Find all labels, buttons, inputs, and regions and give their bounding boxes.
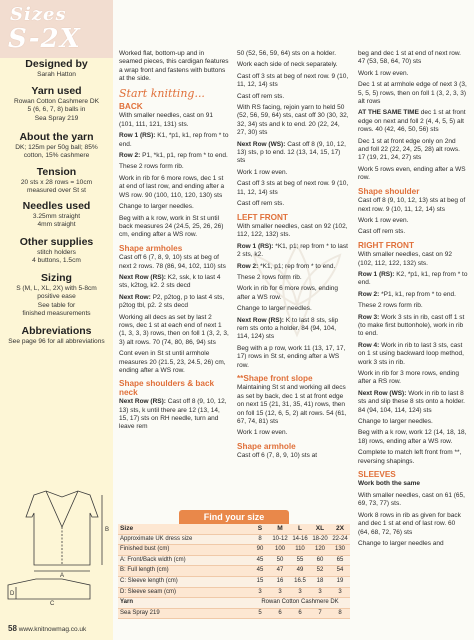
- pattern-step: Next Row (WS): Work in rib to last 8 sts and slip these 8 sts onto a holder. 84 (94, 104, 114, 124) sts: [358, 389, 465, 414]
- table-row: [118, 576, 350, 587]
- garment-schematic: [6, 487, 116, 607]
- sidebar-block: [0, 236, 113, 266]
- table-cell: D: Sleeve seam (cm): [118, 587, 250, 598]
- table-cell: 65: [330, 555, 350, 566]
- table-cell: 52: [310, 566, 330, 577]
- sidebar-heading: Other supplies: [19, 236, 94, 248]
- table-cell: S: [250, 524, 270, 534]
- schem-label-c: C: [50, 601, 55, 607]
- sidebar-text: stitch holders: [37, 249, 76, 256]
- table-cell: 6: [290, 608, 310, 619]
- column-1: [119, 50, 229, 435]
- table-cell: 19: [330, 576, 350, 587]
- website: www.knitnowmag.co.uk: [18, 626, 87, 633]
- sidebar-text: measured over St st: [26, 187, 86, 195]
- sidebar-heading: Needles used: [22, 200, 91, 212]
- armhole-steps: [119, 254, 229, 375]
- pattern-step: Next Row (RS): K2, ssk, k to last 4 sts, k2tog, k2. 2 sts decd: [119, 273, 221, 290]
- table-cell: 14-16: [290, 534, 310, 545]
- table-cell: XL: [310, 524, 330, 534]
- sidebar-heading: Sizing: [41, 272, 72, 284]
- pattern-step: Row 2: *P1, k1, rep from * to end.: [358, 290, 456, 298]
- pattern-step: Next Row: P2, p2tog, p to last 4 sts, p2tog tbl, p2. 2 sts decd: [119, 293, 225, 310]
- pattern-step: Cast off 3 sts at beg of next row. 9 (10, 11, 12, 14) sts: [237, 72, 349, 89]
- pattern-step: Row 1 (RS): *K1, p1; rep from * to last 2 sts, k2.: [237, 242, 348, 259]
- pattern-step: Row 1 (RS): K2, *p1, k1, rep from * to end.: [358, 270, 468, 287]
- left-front-steps: [237, 223, 349, 370]
- pattern-step: Row 4: Work in rib to last 3 sts, cast on 1 st using backward loop method, work 3 sts in rib.: [358, 341, 464, 366]
- sidebar-text: Sarah Hatton: [37, 71, 76, 78]
- table-cell: 22-24: [330, 534, 350, 545]
- table-cell: 3: [250, 587, 270, 598]
- table-cell: 45: [250, 566, 270, 577]
- pattern-step: Cast off 6 (7, 8, 9, 10) sts at: [237, 452, 318, 460]
- schem-label-b: B: [105, 527, 110, 533]
- table-cell: Approximate UK dress size: [118, 534, 250, 545]
- pattern-step: beg and dec 1 st at end of next row. 47 (53, 58, 64, 70) sts: [358, 50, 461, 66]
- pattern-step: With smaller needles, cast on 61 (65, 69, 73, 77) sts.: [358, 491, 465, 508]
- page-footer: [8, 624, 86, 633]
- table-cell: 10-12: [270, 534, 290, 545]
- table-cell: 18: [310, 576, 330, 587]
- schem-label-a: A: [60, 573, 65, 579]
- table-cell: B: Full length (cm): [118, 566, 250, 577]
- pattern-step: Cast off rem sts.: [237, 200, 285, 208]
- left-front-heading: LEFT FRONT: [237, 212, 288, 222]
- sizes-banner: [0, 0, 113, 58]
- pattern-step: Cast off rem sts.: [358, 228, 406, 236]
- pattern-step: Change to larger needles.: [237, 305, 312, 313]
- shape-armholes-heading: Shape armholes: [119, 243, 183, 253]
- table-cell: 55: [290, 555, 310, 566]
- pattern-step: With smaller needles, cast on 92 (102, 112, 122, 132) sts.: [358, 251, 452, 267]
- sleeves-heading: SLEEVES: [358, 470, 396, 480]
- intro-text: Worked flat, bottom-up and in seamed pieces, this cardigan features a wrap front and fastens with buttons at the side.: [119, 50, 229, 83]
- pattern-step: Row 3: Work 3 sts in rib, cast off 1 st (to make first buttonhole), work in rib to end.: [358, 313, 465, 338]
- pattern-step: Next Row (WS): Cast off 8 (9, 10, 12, 13) sts, p to end. 12 (13, 14, 15, 17) sts: [237, 140, 346, 165]
- pattern-step: These 2 rows form rib.: [237, 273, 302, 281]
- pattern-step: Beg with a p row, work 11 (13, 17, 17, 17) rows in St st, ending after a WS row.: [237, 344, 346, 369]
- pattern-step: Cast off 8 (9, 10, 12, 13) sts at beg of next row. 9 (10, 11, 12, 14) sts: [358, 197, 466, 213]
- sidebar-text: Sea Spray 219: [34, 114, 79, 122]
- pattern-step: Work 1 row even.: [237, 168, 288, 176]
- pattern-step: Working all decs as set by last 2 rows, dec 1 st at each end of next 1 (1, 3, 3, 3) rows, then on foll 1 (3, 2, 3, 3) alt rows. 70 (74, 80, 86, 94) sts: [119, 313, 229, 346]
- table-header-row: [118, 524, 350, 534]
- table-cell: 49: [290, 566, 310, 577]
- start-knitting-heading: Start knitting...: [119, 86, 205, 100]
- yarn-label: Yarn: [118, 598, 250, 609]
- pattern-step: Next Row (RS): Cast off 8 (9, 10, 12, 13) sts, k until there are 12 (13, 14, 15, 17) sts on RH needle, turn and leave rem: [119, 398, 227, 431]
- pattern-step: Work in rib for 6 more rows, ending after a WS row.: [237, 285, 339, 301]
- pattern-step: Cont even in St st until armhole measures 20 (21.5, 23, 24.5, 26) cm, ending after a WS row.: [119, 350, 226, 374]
- sizes-title: Sizes: [10, 4, 67, 25]
- sidebar-block: [0, 325, 113, 346]
- table-cell: 50: [270, 555, 290, 566]
- table-cell: 100: [270, 545, 290, 556]
- pattern-step: Work 1 row even.: [237, 429, 288, 437]
- table-cell: 5: [250, 608, 270, 619]
- sidebar-text: 4mm straight: [37, 221, 76, 229]
- table-cell: 6: [270, 608, 290, 619]
- sidebar-text: finished measurements: [22, 310, 91, 318]
- pattern-step: Beg with a k row, work in St st until back measures 24 (24.5, 25, 26, 26) cm, ending after a WS row.: [119, 214, 224, 239]
- table-cell: 54: [330, 566, 350, 577]
- table-row: [118, 545, 350, 556]
- size-table: [118, 510, 350, 619]
- pattern-step: Dec 1 st at front edge only on 2nd and foll 22 (22, 24, 25, 28) alt rows. 17 (19, 21, 24, 27) sts: [358, 137, 460, 162]
- pattern-step: Cast off 3 sts at beg of next row. 9 (10, 11, 12, 14) sts: [237, 180, 349, 196]
- table-cell: C: Sleeve length (cm): [118, 576, 250, 587]
- table-cell: 3: [270, 587, 290, 598]
- shape-shoulders-heading: Shape shoulders & back neck: [119, 379, 215, 397]
- sidebar-text: 4 buttons, 1.5cm: [32, 257, 81, 265]
- pattern-step: Work both the same: [358, 480, 421, 488]
- table-cell: 110: [290, 545, 310, 556]
- sidebar-text: S (M, L, XL, 2X) with 5-8cm: [16, 285, 97, 292]
- sidebar-heading: Yarn used: [31, 85, 82, 97]
- table-cell: 8: [250, 534, 270, 545]
- table-cell: 120: [310, 545, 330, 556]
- sidebar-text: Rowan Cotton Cashmere DK: [13, 98, 100, 105]
- sidebar-text: DK; 125m per 50g ball; 85%: [15, 144, 98, 151]
- table-row: [118, 555, 350, 566]
- sizes-range: S-2X: [8, 24, 81, 54]
- pattern-step: With smaller needles, cast on 91 (101, 111, 121, 131) sts.: [119, 112, 213, 128]
- pattern-step: Change to larger needles.: [119, 203, 194, 211]
- table-cell: M: [270, 524, 290, 534]
- pattern-step: 50 (52, 56, 59, 64) sts on a holder.: [237, 50, 337, 57]
- sidebar-block: [0, 200, 113, 230]
- armhole-left-steps: [237, 452, 349, 460]
- table-row: [118, 534, 350, 545]
- pattern-step: Row 2: *K1, p1; rep from * to end.: [237, 262, 336, 270]
- size-grid: [118, 524, 350, 619]
- sidebar-block: [0, 58, 113, 79]
- pattern-step: Complete to match left front from **, reversing shapings.: [358, 449, 462, 465]
- sidebar-heading: About the yarn: [19, 131, 94, 143]
- size-table-title: Find your size: [179, 510, 289, 524]
- sidebar-block: [0, 272, 113, 319]
- pattern-step: Beg with a k row, work 12 (14, 18, 18, 18) rows, ending after a WS row.: [358, 429, 467, 445]
- yarn-amount-row: [118, 608, 350, 619]
- pattern-step: Work each side of neck separately.: [237, 61, 338, 69]
- column-2: [237, 50, 349, 464]
- sidebar-text: cotton, 15% cashmere: [23, 152, 90, 160]
- sidebar-text: See page 96 for all abbreviations: [8, 338, 105, 345]
- table-cell: 15: [250, 576, 270, 587]
- pattern-step: Change to larger needles.: [358, 418, 433, 426]
- shoulder-steps: [119, 398, 229, 432]
- pattern-step: These 2 rows form rib.: [358, 302, 423, 310]
- info-sidebar: [0, 0, 113, 640]
- table-cell: 3: [330, 587, 350, 598]
- shoulder-left-steps: [358, 197, 468, 237]
- pattern-step: Dec 1 st at armhole edge of next 3 (3, 5, 5, 5) rows, then on foll 1 (3, 2, 3, 3) alt rows: [358, 81, 467, 106]
- sidebar-text: See table for: [37, 301, 76, 309]
- column-3: [358, 50, 468, 551]
- right-front-steps: [358, 251, 468, 466]
- table-cell: Sea Spray 219: [118, 608, 250, 619]
- table-cell: 45: [250, 555, 270, 566]
- table-cell: Finished bust (cm): [118, 545, 250, 556]
- table-cell: 18-20: [310, 534, 330, 545]
- pattern-step: Cast off rem sts.: [237, 92, 285, 100]
- pattern-step: Work 1 row even.: [358, 216, 409, 224]
- sidebar-text: 3.25mm straight: [32, 213, 81, 220]
- table-row: [118, 587, 350, 598]
- pattern-step: Work 1 row even.: [358, 69, 409, 77]
- back-steps: [119, 112, 229, 239]
- back-cont-steps: [237, 50, 349, 209]
- shape-armhole-heading: Shape armhole: [237, 441, 296, 451]
- front-slope-steps: [237, 384, 349, 437]
- sidebar-heading: Abbreviations: [21, 325, 92, 337]
- sidebar-text: positive ease: [37, 293, 76, 301]
- page-number: 58: [8, 624, 17, 633]
- sidebar-block: [0, 166, 113, 196]
- table-cell: 90: [250, 545, 270, 556]
- pattern-step: Next Row (RS): K to last 8 sts, slip rem sts onto a holder. 84 (94, 104, 114, 124) sts: [237, 316, 339, 341]
- table-cell: 8: [330, 608, 350, 619]
- pattern-step: AT THE SAME TIME dec 1 st at front edge on next and foll 2 (4, 4, 5, 5) alt rows. 40 (42, 46, 50, 56) sts: [358, 109, 466, 134]
- back-heading: BACK: [119, 102, 143, 112]
- pattern-step: Work 5 rows even, ending after a WS row.: [358, 165, 466, 182]
- table-cell: 47: [270, 566, 290, 577]
- pattern-step: Row 1 (RS): K1, *p1, k1, rep from * to end.: [119, 132, 229, 148]
- sidebar-block: [0, 85, 113, 123]
- sidebar-block: [0, 131, 113, 161]
- right-front-heading: RIGHT FRONT: [358, 240, 414, 250]
- table-cell: 2X: [330, 524, 350, 534]
- table-cell: 3: [310, 587, 330, 598]
- left-front-cont-steps: [358, 50, 468, 183]
- sidebar-text: 20 sts x 28 rows = 10cm: [20, 179, 93, 186]
- table-cell: A: Front/Back width (cm): [118, 555, 250, 566]
- shape-shoulder-heading: Shape shoulder: [358, 186, 420, 196]
- sidebar-heading: Tension: [36, 166, 77, 178]
- table-cell: 16.5: [290, 576, 310, 587]
- table-cell: L: [290, 524, 310, 534]
- shape-front-slope-heading: **Shape front slope: [237, 374, 313, 383]
- pattern-step: Work in rib for 6 more rows, dec 1 st at end of last row, and ending after a WS row. 90 (100, 110, 120, 130) sts: [119, 174, 225, 199]
- sidebar-heading: Designed by: [25, 58, 88, 70]
- table-cell: 3: [290, 587, 310, 598]
- pattern-step: Change to larger needles and: [358, 539, 444, 547]
- table-cell: 130: [330, 545, 350, 556]
- table-cell: 16: [270, 576, 290, 587]
- table-cell: Size: [118, 524, 250, 534]
- yarn-label-row: [118, 598, 350, 609]
- table-row: [118, 566, 350, 577]
- pattern-step: Maintaining St st and working all decs as set by back, dec 1 st at front edge on next 15 (21, 31, 35, 41) rows, then on foll 15 (12, 6, 5, 2) alt rows. 54 (61, 67, 74, 81) sts: [237, 384, 347, 426]
- pattern-step: With RS facing, rejoin yarn to held 50 (52, 56, 59, 64) sts, cast off 30 (30, 32, 32, 34) sts and k to end. 20 (22, 24, 27, 30) sts: [237, 104, 349, 137]
- pattern-step: Cast off 6 (7, 8, 9, 10) sts at beg of next 2 rows. 78 (86, 94, 102, 110) sts: [119, 254, 226, 270]
- table-cell: 60: [310, 555, 330, 566]
- pattern-step: Row 2: P1, *k1, p1, rep from * to end.: [119, 152, 228, 160]
- sidebar-text: 5 (6, 6, 7, 8) balls in: [27, 106, 86, 114]
- schem-label-d: D: [10, 591, 15, 597]
- sleeve-steps: [358, 480, 468, 548]
- pattern-step: Work in rib for 3 more rows, ending after a RS row.: [358, 370, 460, 386]
- pattern-step: Work 8 rows in rib as given for back and dec 1 st at end of last row. 60 (64, 68, 72, 76) sts: [358, 511, 461, 536]
- table-cell: 7: [310, 608, 330, 619]
- yarn-name: Rowan Cotton Cashmere DK: [250, 598, 350, 609]
- pattern-step: These 2 rows form rib.: [119, 163, 184, 171]
- pattern-step: With smaller needles, cast on 92 (102, 112, 122, 132) sts.: [237, 222, 348, 239]
